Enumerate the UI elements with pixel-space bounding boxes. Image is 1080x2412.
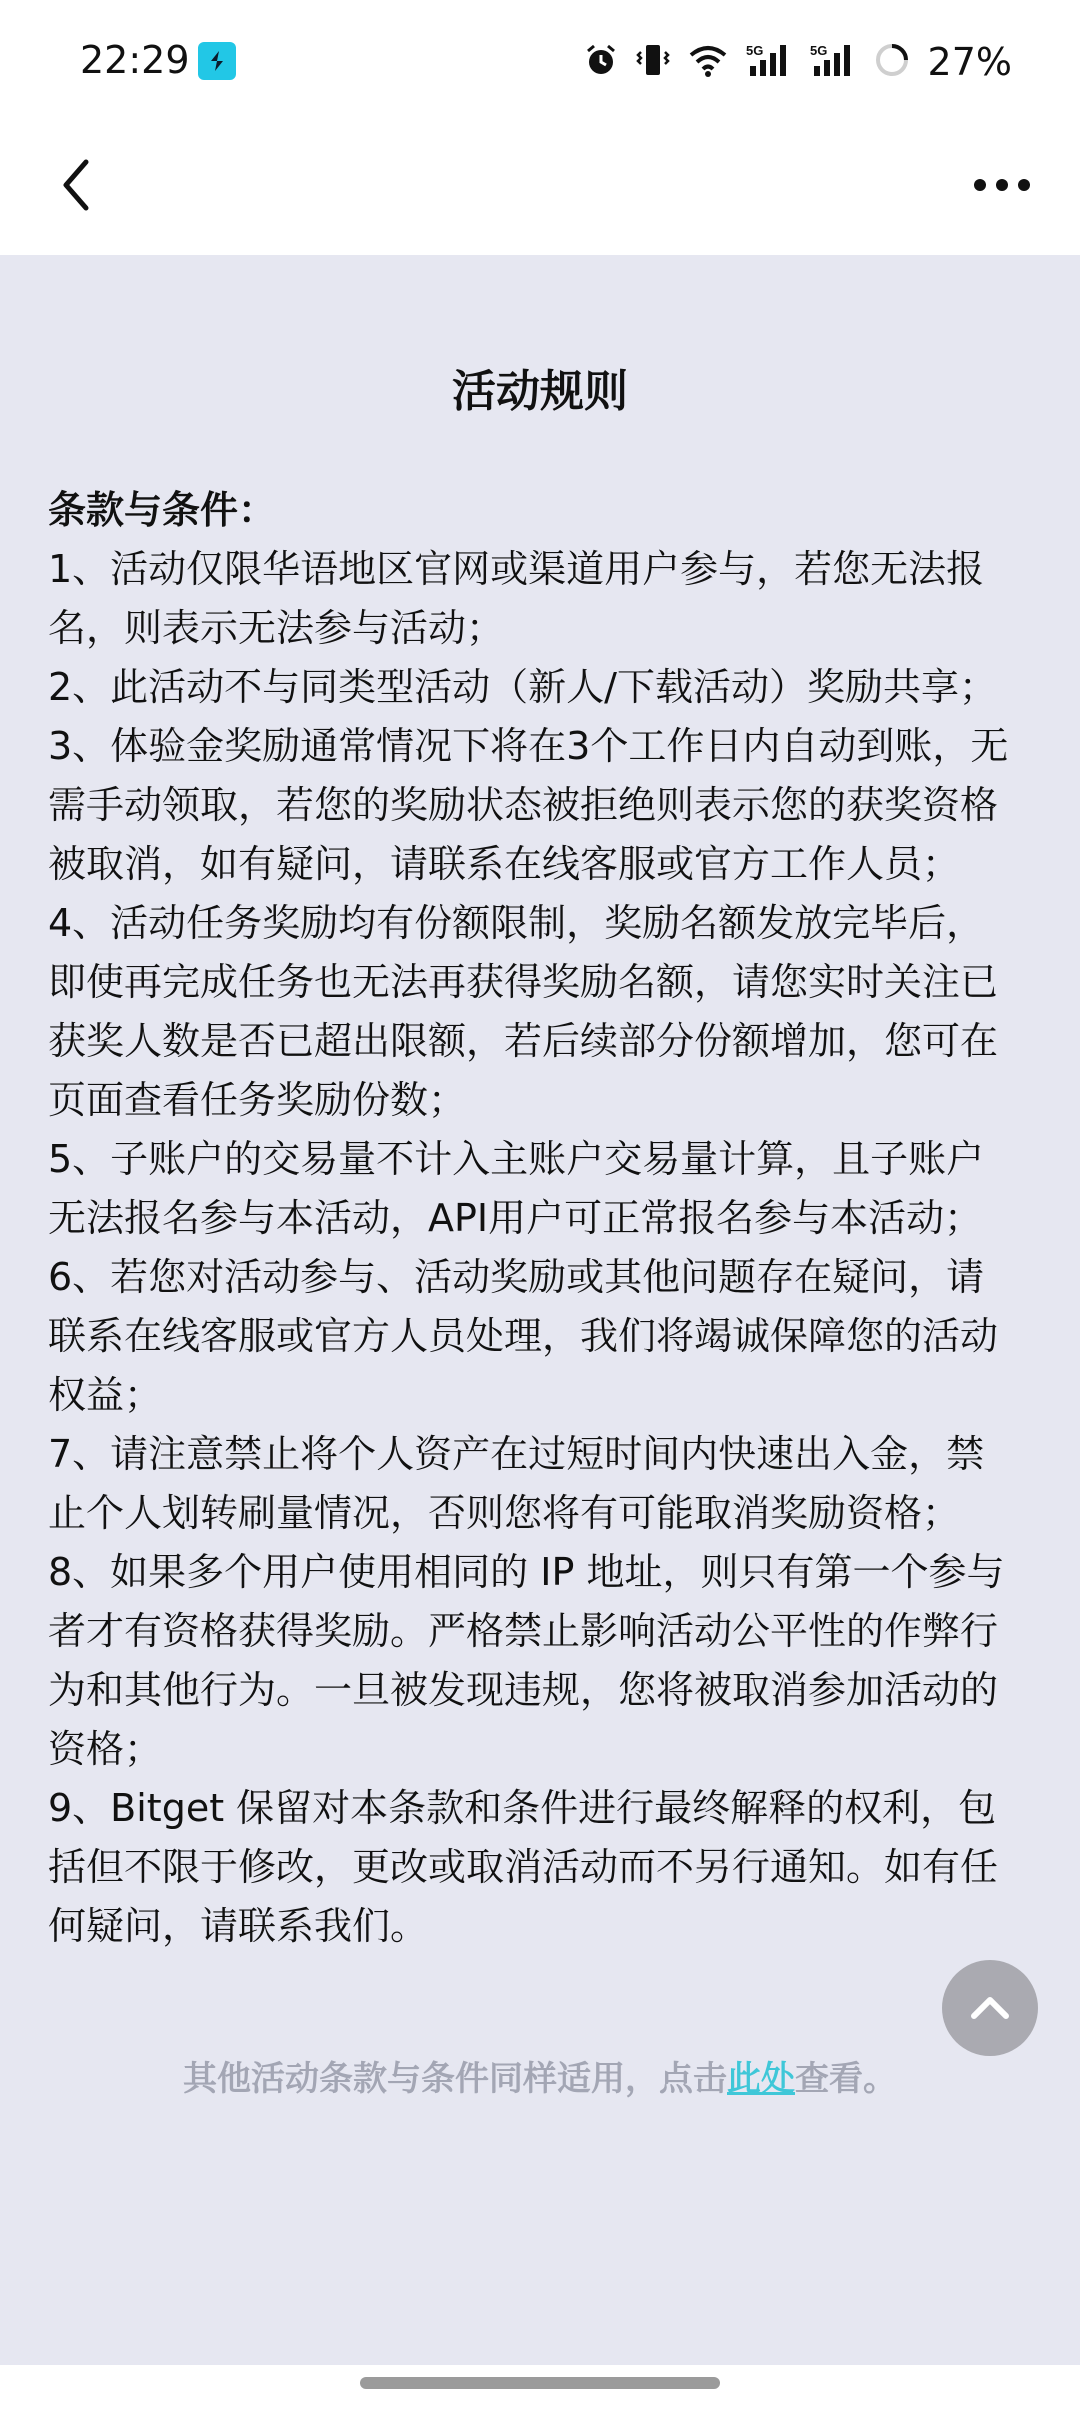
rule-item: 4、活动任务奖励均有份额限制，奖励名额发放完毕后，即使再完成任务也无法再获得奖励名额，请您实时关注已获奖人数是否已超出限额，若后续部分份额增加，您可在页面查看任务奖励份数； (48, 901, 999, 1122)
nav-bar (0, 120, 1080, 255)
wifi-icon (688, 43, 728, 81)
more-dots-icon[interactable] (972, 172, 1032, 198)
footer-prefix: 其他活动条款与条件同样适用，点击 (183, 2059, 727, 2099)
svg-text:5G: 5G (809, 43, 827, 58)
footer-link[interactable]: 此处 (727, 2059, 795, 2099)
status-time: 22:29 (80, 38, 190, 82)
status-bar (0, 0, 1080, 120)
vibrate-icon (636, 42, 670, 82)
signal-5g-icon (810, 42, 856, 82)
app-notification-icon (198, 42, 236, 80)
rule-item: 5、子账户的交易量不计入主账户交易量计算，且子账户无法报名参与本活动，API用户可正常报名参与本活动； (48, 1137, 985, 1240)
rule-item: 3、体验金奖励通常情况下将在3个工作日内自动到账，无需手动领取，若您的奖励状态被拒绝则表示您的获奖资格被取消，如有疑问，请联系在线客服或官方工作人员； (48, 724, 1009, 886)
battery-icon (874, 42, 910, 82)
battery-percent: 27% (927, 40, 1012, 84)
scroll-to-top-button[interactable] (942, 1960, 1038, 2056)
rule-item: 6、若您对活动参与、活动奖励或其他问题存在疑问，请联系在线客服或官方人员处理，我们将竭诚保障您的活动权益； (48, 1255, 999, 1417)
svg-text:5G: 5G (745, 43, 763, 58)
chevron-left-icon[interactable] (52, 150, 102, 220)
alarm-icon (584, 43, 618, 81)
rule-item: 9、Bitget 保留对本条款和条件进行最终解释的权利，包括但不限于修改，更改或取消活动而不另行通知。如有任何疑问，请联系我们。 (48, 1786, 999, 1948)
terms-heading: 条款与条件： (48, 488, 277, 532)
signal-5g-icon (746, 42, 792, 82)
home-indicator[interactable] (360, 2377, 720, 2389)
terms-text (48, 481, 1018, 1956)
rule-item: 8、如果多个用户使用相同的 IP 地址，则只有第一个参与者才有资格获得奖励。严格禁止影响活动公平性的作弊行为和其他行为。一旦被发现违规，您将被取消参加活动的资格； (48, 1550, 1005, 1771)
rule-item: 1、活动仅限华语地区官网或渠道用户参与，若您无法报名，则表示无法参与活动； (48, 547, 985, 650)
footer-note (0, 2051, 1080, 2100)
rule-item: 7、请注意禁止将个人资产在过短时间内快速出入金，禁止个人划转刷量情况，否则您将有可能取消奖励资格； (48, 1432, 985, 1535)
status-icons (584, 38, 1012, 86)
page-title: 活动规则 (452, 366, 628, 417)
footer-suffix: 查看。 (795, 2059, 897, 2099)
rules-content (0, 255, 1080, 2365)
rule-item: 2、此活动不与同类型活动（新人/下载活动）奖励共享； (48, 665, 997, 709)
